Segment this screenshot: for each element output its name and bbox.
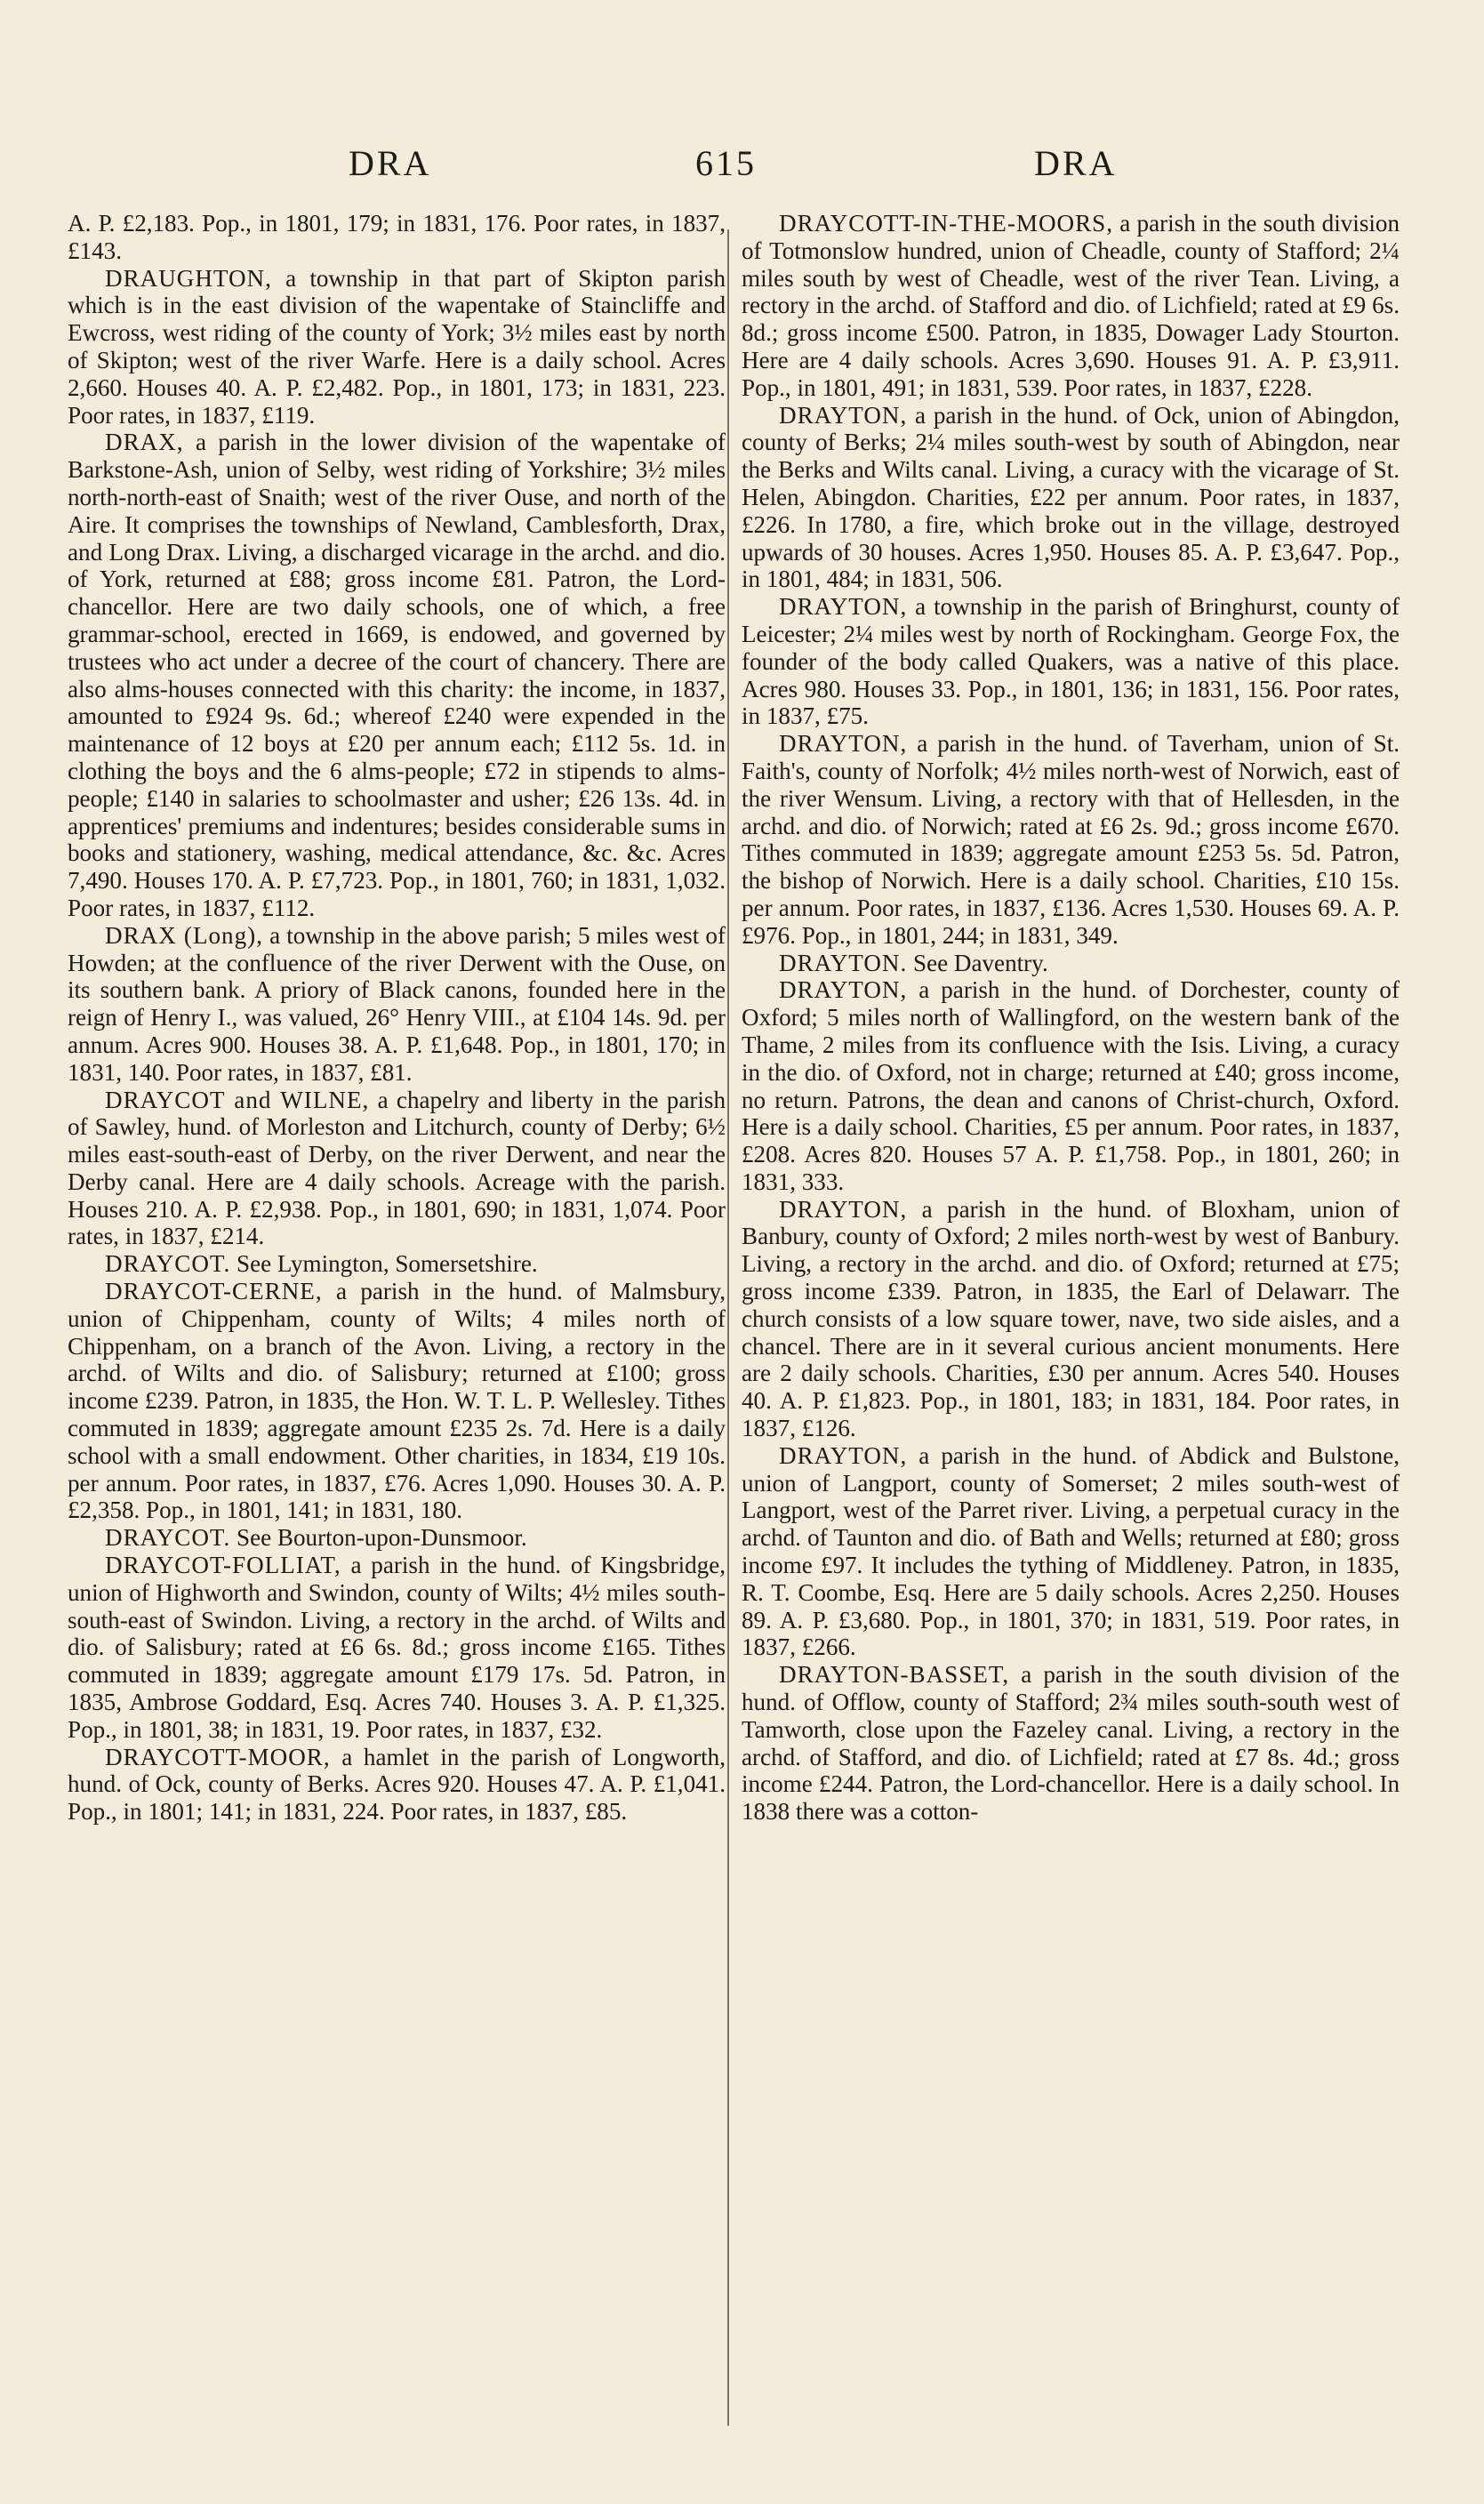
gazetteer-entry bbox=[742, 976, 1400, 1195]
entry-text: a parish in the hund. of Abdick and Bulstone, union of Langport, county of Somerset; 2 miles south-west of Langport, west of the Parret river. Living, a perpetual curacy in the archd. of Taunton and dio. of Bath and Wells; returned at £80; gross income £97. It includes the tything of Middleney. Patron, in 1835, R. T. Coombe, Esq. Here are 5 daily schools. Acres 2,250. Houses 89. A. P. £3,680. Pop., in 1801, 370; in 1831, 519. Poor rates, in 1837, £266. bbox=[742, 1441, 1400, 1661]
entry-headword: DRAYCOT. bbox=[105, 1250, 231, 1278]
gazetteer-entry bbox=[742, 593, 1400, 730]
gazetteer-entry bbox=[68, 1087, 726, 1251]
header-left-word: DRA bbox=[349, 143, 432, 183]
entry-headword: DRAYCOT and WILNE, bbox=[105, 1086, 370, 1113]
entry-headword: DRAYTON, bbox=[779, 593, 908, 621]
right-column bbox=[742, 210, 1400, 1826]
gazetteer-entry bbox=[742, 402, 1400, 594]
gazetteer-entry bbox=[68, 265, 726, 429]
gazetteer-entry bbox=[68, 1278, 726, 1524]
entry-headword: DRAX, bbox=[105, 429, 184, 456]
left-column bbox=[68, 210, 726, 1826]
entry-text: a township in that part of Skipton parish which is in the east division of the wapentake of Staincliffe and Ewcross, west riding of the county of York; 3½ miles east by north of Skipton; west of the river Warfe. Here is a daily school. Acres 2,660. Houses 40. A. P. £2,482. Pop., in 1801, 173; in 1831, 223. Poor rates, in 1837, £119. bbox=[68, 264, 726, 429]
entry-text: See Lymington, Somersetshire. bbox=[230, 1250, 538, 1278]
page-number: 615 bbox=[695, 143, 757, 183]
gazetteer-entry bbox=[742, 1442, 1400, 1661]
gazetteer-entry bbox=[68, 210, 726, 265]
column-divider bbox=[727, 229, 729, 2426]
gazetteer-entry bbox=[68, 1524, 726, 1552]
entry-text: a township in the parish of Bringhurst, county of Leicester; 2¼ miles west by north of Rockingham. George Fox, the founder of the body called Quakers, was a native of this place. Acres 980. Houses 33. Pop., in 1801, 136; in 1831, 156. Poor rates, in 1837, £75. bbox=[742, 593, 1400, 730]
entry-text: a parish in the south division of the hund. of Offlow, county of Stafford; 2¾ miles south-south west of Tamworth, close upon the Fazeley canal. Living, a rectory in the archd. of Stafford, and dio. of Lichfield; rated at £7 8s. 4d.; gross income £244. Patron, the Lord-chancellor. Here is a daily school. In 1838 there was a cotton- bbox=[742, 1661, 1400, 1826]
entry-text: a township in the above parish; 5 miles west of Howden; at the confluence of the river Derwent with the Ouse, on its southern bank. A priory of Black canons, founded here in the reign of Henry I., was valued, 26° Henry VIII., at £104 14s. 9d. per annum. Acres 900. Houses 38. A. P. £1,648. Pop., in 1801, 170; in 1831, 140. Poor rates, in 1837, £81. bbox=[68, 921, 726, 1086]
entry-headword: DRAYCOT-FOLLIAT, bbox=[105, 1552, 341, 1579]
entry-headword: DRAYTON. bbox=[779, 949, 908, 976]
entry-text: a parish in the hund. of Dorchester, county of Oxford; 5 miles north of Wallingford, on the western bank of the Thame, 2 miles from its confluence with the Isis. Living, a curacy in the dio. of Oxford, not in charge; returned at £40; gross income, no return. Patrons, the dean and canons of Christ-church, Oxford. Here is a daily school. Charities, £5 per annum. Poor rates, in 1837, £208. Acres 820. Houses 57 A. P. £1,758. Pop., in 1801, 260; in 1831, 333. bbox=[742, 976, 1400, 1195]
gazetteer-entry bbox=[742, 1196, 1400, 1442]
entry-text: a chapelry and liberty in the parish of Sawley, hund. of Morleston and Litchurch, county of Derby; 6½ miles east-south-east of Derby, on the river Derwent, and near the Derby canal. Here are 4 daily schools. Acreage with the parish. Houses 210. A. P. £2,938. Pop., in 1801, 690; in 1831, 1,074. Poor rates, in 1837, £214. bbox=[68, 1086, 726, 1250]
entry-text: a parish in the lower division of the wapentake of Barkstone-Ash, union of Selby, west riding of Yorkshire; 3½ miles north-north-east of Snaith; west of the river Ouse, and north of the Aire. It comprises the townships of Newland, Camblesforth, Drax, and Long Drax. Living, a discharged vicarage in the archd. and dio. of York, returned at £88; gross income £81. Patron, the Lord-chancellor. Here are two daily schools, one of which, a free grammar-school, erected in 1669, is endowed, and governed by trustees who act under a decree of the court of chancery. There are also alms-houses connected with this charity: the income, in 1837, amounted to £924 9s. 6d.; whereof £240 were expended in the maintenance of 12 boys at £20 per annum each; £112 5s. 1d. in clothing the boys and the 6 alms-people; £72 in stipends to alms-people; £140 in salaries to schoolmaster and usher; £26 13s. 4d. in apprentices' premiums and indentures; besides considerable sums in books and stationery, washing, medical attendance, &c. &c. Acres 7,490. Houses 170. A. P. £7,723. Pop., in 1801, 760; in 1831, 1,032. Poor rates, in 1837, £112. bbox=[68, 429, 726, 921]
entry-text: See Bourton-upon-Dunsmoor. bbox=[230, 1524, 527, 1552]
entry-headword: DRAYTON, bbox=[779, 1441, 908, 1469]
entry-text: a parish in the hund. of Ock, union of Abingdon, county of Berks; 2¼ miles south-west by south of Abingdon, near the Berks and Wilts canal. Living, a curacy with the vicarage of St. Helen, Abingdon. Charities, £22 per annum. Poor rates, in 1837, £226. In 1780, a fire, which broke out in the village, destroyed upwards of 30 houses. Acres 1,950. Houses 85. A. P. £3,647. Pop., in 1801, 484; in 1831, 506. bbox=[742, 401, 1400, 593]
gazetteer-entry bbox=[68, 922, 726, 1087]
entry-text: a parish in the south division of Totmonslow hundred, union of Cheadle, county of Stafford; 2¼ miles south by west of Cheadle, west of the river Tean. Living, a rectory in the archd. of Stafford and dio. of Lichfield; rated at £9 6s. 8d.; gross income £500. Patron, in 1835, Dowager Lady Stourton. Here are 4 daily schools. Acres 3,690. Houses 91. A. P. £3,911. Pop., in 1801, 491; in 1831, 539. Poor rates, in 1837, £228. bbox=[742, 210, 1400, 401]
gazetteer-entry bbox=[742, 210, 1400, 402]
page-header bbox=[0, 142, 1484, 196]
entry-headword: DRAYTON, bbox=[779, 401, 908, 429]
gazetteer-entry bbox=[68, 1552, 726, 1744]
entry-headword: DRAYCOT. bbox=[105, 1524, 231, 1552]
entry-headword: DRAYCOTT-IN-THE-MOORS, bbox=[779, 210, 1113, 237]
entry-text: A. P. £2,183. Pop., in 1801, 179; in 1831, 176. Poor rates, in 1837, £143. bbox=[68, 210, 726, 264]
gazetteer-entry bbox=[742, 950, 1400, 977]
entry-headword: DRAYCOT-CERNE, bbox=[105, 1278, 323, 1305]
entry-text: a parish in the hund. of Taverham, union of St. Faith's, county of Norfolk; 4½ miles north-west of Norwich, east of the river Wensum. Living, a rectory with that of Hellesden, in the archd. and dio. of Norwich; rated at £6 2s. 9d.; gross income £670. Tithes commuted in 1839; aggregate amount £253 5s. 5d. Patron, the bishop of Norwich. Here is a daily school. Charities, £10 15s. per annum. Poor rates, in 1837, £136. Acres 1,530. Houses 69. A. P. £976. Pop., in 1801, 244; in 1831, 349. bbox=[742, 730, 1400, 949]
entry-headword: DRAX (Long), bbox=[105, 921, 263, 949]
entry-text: a parish in the hund. of Bloxham, union of Banbury, county of Oxford; 2 miles north-west by west of Banbury. Living, a rectory in the archd. and dio. of Oxford; returned at £75; gross income £339. Patron, in 1835, the Earl of Delawarr. The church consists of a low square tower, nave, two side aisles, and a chancel. There are in it several curious ancient monuments. Here are 2 daily schools. Charities, £30 per annum. Acres 540. Houses 40. A. P. £1,823. Pop., in 1801, 183; in 1831, 184. Poor rates, in 1837, £126. bbox=[742, 1195, 1400, 1442]
gazetteer-entry bbox=[68, 1744, 726, 1826]
entry-headword: DRAYTON-BASSET, bbox=[779, 1661, 1010, 1689]
gazetteer-entry bbox=[68, 1250, 726, 1278]
gazetteer-entry bbox=[742, 1661, 1400, 1826]
entry-headword: DRAYTON, bbox=[779, 730, 908, 758]
entry-text: a parish in the hund. of Malmsbury, union of Chippenham, county of Wilts; 4 miles north of Chippenham, on a branch of the Avon. Living, a rectory in the archd. of Wilts and dio. of Salisbury; returned at £100; gross income £239. Patron, in 1835, the Hon. W. T. L. P. Wellesley. Tithes commuted in 1839; aggregate amount £235 2s. 7d. Here is a daily school with a small endowment. Other charities, in 1834, £19 10s. per annum. Poor rates, in 1837, £76. Acres 1,090. Houses 30. A. P. £2,358. Pop., in 1801, 141; in 1831, 180. bbox=[68, 1278, 726, 1524]
entry-headword: DRAYTON, bbox=[779, 976, 908, 1004]
entry-text: a hamlet in the parish of Longworth, hund. of Ock, county of Berks. Acres 920. Houses 47. A. P. £1,041. Pop., in 1801; 141; in 1831, 224. Poor rates, in 1837, £85. bbox=[68, 1743, 726, 1826]
entry-text: See Daventry. bbox=[907, 949, 1048, 976]
entry-headword: DRAYTON, bbox=[779, 1195, 908, 1223]
gazetteer-entry bbox=[68, 429, 726, 921]
header-right-word: DRA bbox=[1034, 143, 1118, 183]
entry-headword: DRAUGHTON, bbox=[105, 264, 272, 292]
gazetteer-entry bbox=[742, 730, 1400, 949]
entry-headword: DRAYCOTT-MOOR, bbox=[105, 1743, 331, 1770]
entry-text: a parish in the hund. of Kingsbridge, union of Highworth and Swindon, county of Wilts; 4½ miles south-south-east of Swindon. Living, a rectory in the archd. of Wilts and dio. of Salisbury; rated at £6 6s. 8d.; gross income £165. Tithes commuted in 1839; aggregate amount £179 17s. 5d. Patron, in 1835, Ambrose Goddard, Esq. Acres 740. Houses 3. A. P. £1,325. Pop., in 1801, 38; in 1831, 19. Poor rates, in 1837, £32. bbox=[68, 1552, 726, 1743]
